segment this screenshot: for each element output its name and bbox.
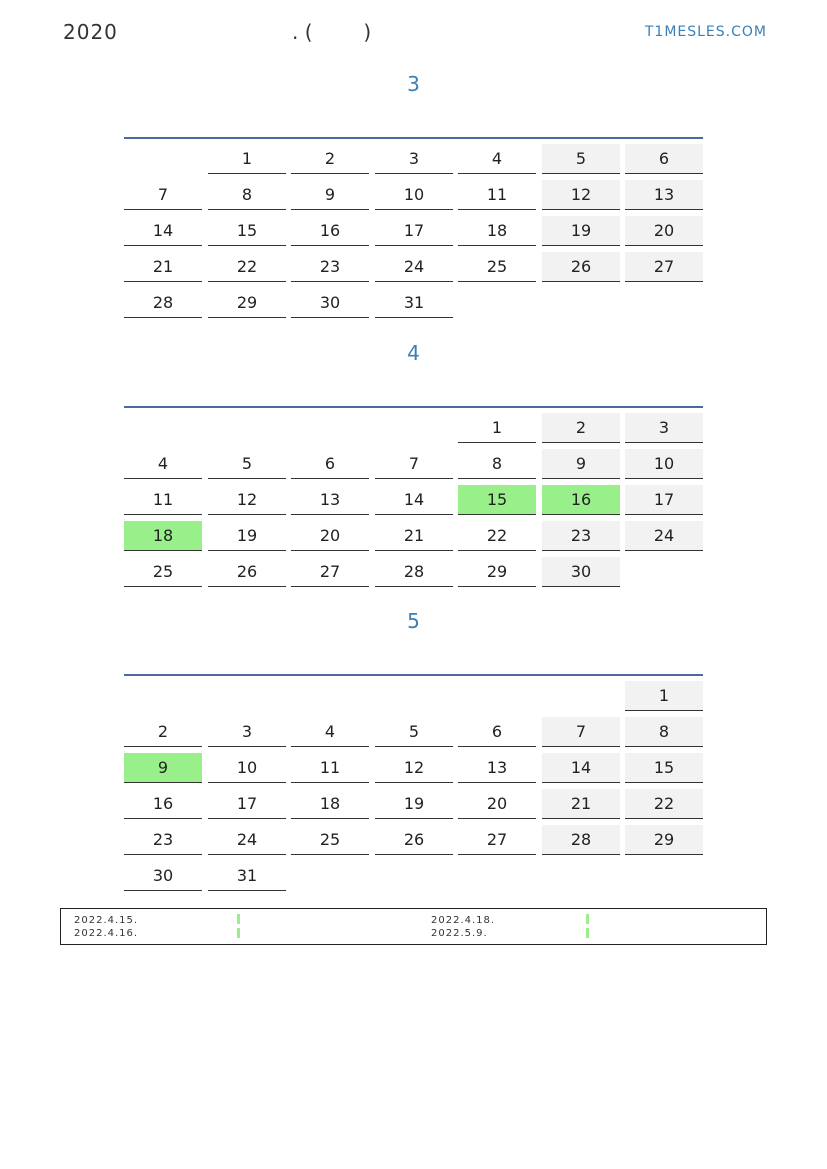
day-cell: 11 (291, 753, 369, 783)
day-cell: 3 (625, 413, 703, 443)
year-title: 2020 (63, 20, 118, 44)
day-cell: 2 (291, 144, 369, 174)
day-cell: 5 (208, 449, 286, 479)
grid-top-rule (124, 137, 703, 139)
day-cell: 15 (625, 753, 703, 783)
legend-mark (237, 914, 240, 924)
day-cell: 14 (542, 753, 620, 783)
day-cell: 21 (124, 252, 202, 282)
day-cell: 31 (208, 861, 286, 891)
day-cell: 16 (124, 789, 202, 819)
day-cell: 30 (542, 557, 620, 587)
day-cell: 19 (542, 216, 620, 246)
day-cell: 6 (458, 717, 536, 747)
day-cell: 2 (542, 413, 620, 443)
day-cell: 21 (542, 789, 620, 819)
day-cell: 23 (291, 252, 369, 282)
grid-top-rule (124, 674, 703, 676)
day-cell: 5 (375, 717, 453, 747)
day-cell: 18 (124, 521, 202, 551)
day-cell: 28 (124, 288, 202, 318)
legend-item: 2022.4.18. (431, 915, 496, 926)
day-cell: 6 (291, 449, 369, 479)
day-cell: 8 (625, 717, 703, 747)
day-cell: 7 (124, 180, 202, 210)
day-cell: 19 (208, 521, 286, 551)
day-cell: 22 (208, 252, 286, 282)
day-cell: 29 (208, 288, 286, 318)
day-cell: 25 (458, 252, 536, 282)
legend-mark (237, 928, 240, 938)
day-cell: 30 (291, 288, 369, 318)
day-cell: 9 (124, 753, 202, 783)
day-cell: 15 (458, 485, 536, 515)
day-cell: 11 (124, 485, 202, 515)
day-cell: 13 (458, 753, 536, 783)
legend-item: 2022.4.15. (74, 915, 139, 926)
day-cell: 25 (291, 825, 369, 855)
day-cell: 26 (208, 557, 286, 587)
day-cell: 12 (208, 485, 286, 515)
day-cell: 22 (458, 521, 536, 551)
day-cell: 1 (625, 681, 703, 711)
day-cell: 20 (458, 789, 536, 819)
day-cell: 10 (208, 753, 286, 783)
day-cell: 4 (124, 449, 202, 479)
legend-item: 2022.5.9. (431, 928, 488, 939)
day-cell: 2 (124, 717, 202, 747)
day-cell: 4 (458, 144, 536, 174)
month-title: 3 (407, 72, 420, 96)
day-cell: 28 (542, 825, 620, 855)
day-cell: 12 (375, 753, 453, 783)
day-cell: 9 (291, 180, 369, 210)
day-cell: 27 (291, 557, 369, 587)
day-cell: 17 (625, 485, 703, 515)
day-cell: 29 (625, 825, 703, 855)
day-cell: 30 (124, 861, 202, 891)
month-title: 4 (407, 341, 420, 365)
day-cell: 13 (625, 180, 703, 210)
day-cell: 25 (124, 557, 202, 587)
day-cell: 3 (208, 717, 286, 747)
legend-mark (586, 914, 589, 924)
day-cell: 13 (291, 485, 369, 515)
day-cell: 16 (542, 485, 620, 515)
day-cell: 19 (375, 789, 453, 819)
legend-mark (586, 928, 589, 938)
day-cell: 5 (542, 144, 620, 174)
day-cell: 1 (208, 144, 286, 174)
day-cell: 8 (208, 180, 286, 210)
day-cell: 6 (625, 144, 703, 174)
day-cell: 3 (375, 144, 453, 174)
day-cell: 11 (458, 180, 536, 210)
month-title: 5 (407, 609, 420, 633)
day-cell: 17 (208, 789, 286, 819)
day-cell: 8 (458, 449, 536, 479)
day-cell: 10 (375, 180, 453, 210)
day-cell: 20 (291, 521, 369, 551)
day-cell: 24 (625, 521, 703, 551)
day-cell: 20 (625, 216, 703, 246)
day-cell: 17 (375, 216, 453, 246)
day-cell: 12 (542, 180, 620, 210)
day-cell: 31 (375, 288, 453, 318)
day-cell: 27 (625, 252, 703, 282)
day-cell: 24 (208, 825, 286, 855)
day-cell: 26 (542, 252, 620, 282)
day-cell: 4 (291, 717, 369, 747)
day-cell: 27 (458, 825, 536, 855)
day-cell: 7 (542, 717, 620, 747)
day-cell: 1 (458, 413, 536, 443)
legend-item: 2022.4.16. (74, 928, 139, 939)
day-cell: 14 (375, 485, 453, 515)
holiday-legend (60, 908, 767, 945)
day-cell: 28 (375, 557, 453, 587)
day-cell: 15 (208, 216, 286, 246)
day-cell: 16 (291, 216, 369, 246)
day-cell: 18 (458, 216, 536, 246)
day-cell: 22 (625, 789, 703, 819)
day-cell: 23 (124, 825, 202, 855)
day-cell: 21 (375, 521, 453, 551)
day-cell: 23 (542, 521, 620, 551)
day-cell: 18 (291, 789, 369, 819)
day-cell: 10 (625, 449, 703, 479)
day-cell: 29 (458, 557, 536, 587)
day-cell: 14 (124, 216, 202, 246)
header-subtitle: . ( ) (292, 20, 372, 44)
day-cell: 7 (375, 449, 453, 479)
day-cell: 26 (375, 825, 453, 855)
day-cell: 24 (375, 252, 453, 282)
site-link[interactable]: T1MESLES.COM (644, 24, 767, 40)
day-cell: 9 (542, 449, 620, 479)
grid-top-rule (124, 406, 703, 408)
